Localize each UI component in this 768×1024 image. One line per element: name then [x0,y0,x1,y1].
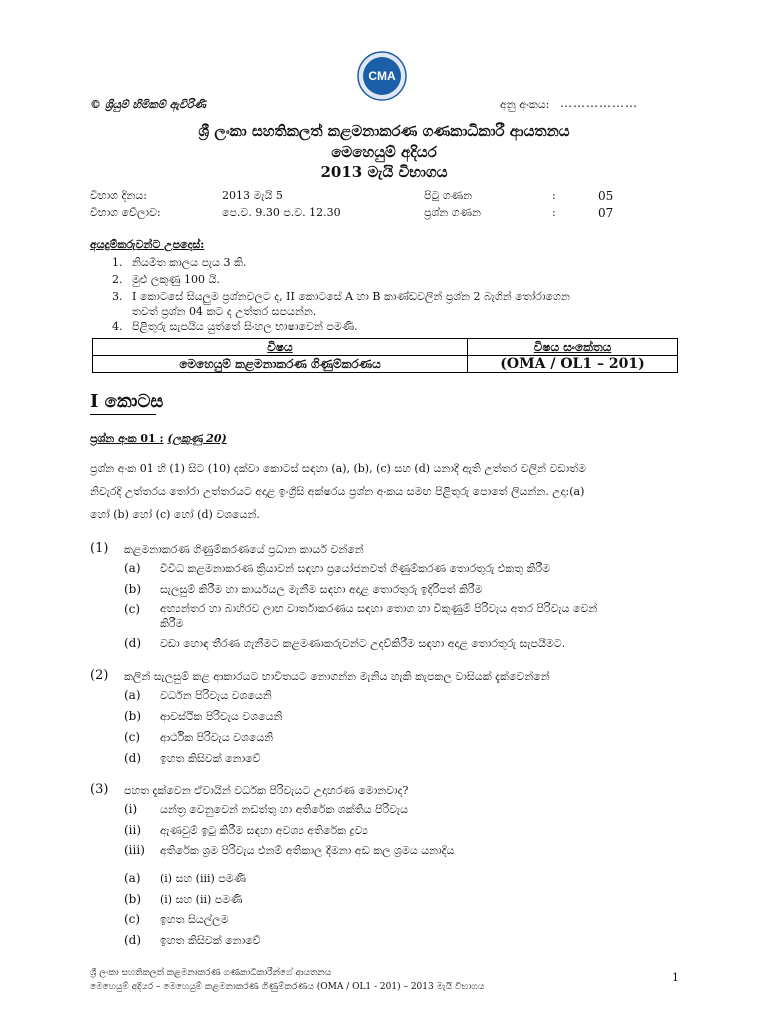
page-number: 1 [672,971,679,984]
mcq-option-label: (b) [124,709,142,723]
mcq-option-label: (b) [124,892,142,906]
mcq-option-label: (d) [124,751,142,765]
mcq-option-label: (a) [124,871,141,885]
mcq-option-text-continued: කිරීම [160,617,184,630]
logo-text: CMA [368,69,396,83]
instruction-text: I කොටසේ සියලුම ප්‍රශ්නවලට ද, II කොටසේ A හා B කාණ්ඩවලින් ප්‍රශ්න 2 බැගින් තෝරාගෙන [132,290,570,303]
subject-code: (OMA / OL1 – 201) [468,356,678,373]
instruction-text: මුළු ලකුණු 100 යි. [132,273,220,286]
section-title: I කොටස [90,391,164,412]
instruction-number: 1. [112,256,123,269]
mcq-subitem-label: (iii) [124,843,145,857]
instructions-title: අයදුම්කරුවන්ට උපදෙස්: [90,238,205,251]
mcq-option-text: ආවස්ථික පිරිවැය වශයෙනි [160,710,283,723]
mcq-option-label: (b) [124,582,142,596]
instruction-text: නියමිත කාලය පැය 3 කි. [132,256,247,269]
questions-label: ප්‍රශ්න ගණන [424,206,481,219]
instruction-text-continued: තවත් ප්‍රශ්න 04 කට ද උත්තර සපයන්න. [132,305,317,318]
cma-logo [356,50,408,102]
mcq-option-text: (i) සහ (ii) පමණි [160,893,243,906]
subject-name: මෙහෙයුම් කළමනාකරණ ගිණුම්කරණය [93,356,468,373]
mcq-option-text: වඩා හොඳ තීරණ ගැනීමට කළමණාකරුවන්ට උදව්කිරීම සඳහා අදාළ තොරතුරු සැපයීමට. [160,637,566,650]
index-number-blank: ……………… [560,96,638,110]
mcq-option-text: ඉහත කිසිවක් නොවේ [160,934,261,947]
exam-date-value: 2013 මැයි 5 [222,189,283,202]
question-number-label: ප්‍රශ්න අංක 01 : [90,432,164,445]
instruction-number: 2. [112,273,123,286]
mcq-subitem-text: අතිරේක ශ්‍රම පිරිවැය එනම් අතිකාල දීමනා අඩ කල ශ්‍රමය යනාදිය [160,844,455,857]
mcq-question: පහත දැක්වෙන ඒවායින් වර්ධක පිරිවැයට උදාහරණ මොනවාද? [124,784,409,797]
instruction-number: 3. [112,290,123,303]
question-heading [90,432,227,446]
cma-logo-graphic [356,50,408,102]
footer-institute: ශ්‍රී ලංකා සහතිකලත් කළමනාකරණ ගණකාධිකාරීන්ගේ ආයතනය [90,968,332,978]
instruction-text: පිළිතුරු සැපයිය යුත්තේ සිංහල භාෂාවෙන් පමණි. [132,320,358,333]
mcq-option-text: ඉහත කිසිවක් නොවේ [160,752,261,765]
institute-title: ශ්‍රී ලංකා සහතිකලත් කළමනාකරණ ගණකාධිකාරී ආයතනය [198,122,570,140]
index-number-label: අනු අංකය: [500,98,550,111]
pages-colon: : [552,189,556,202]
mcq-number: (2) [90,668,109,683]
pages-value: 05 [598,189,614,203]
mcq-option-text: වර්ධන පිරිවැය වශයෙනි [160,689,272,702]
mcq-option-text: ආර්ථික පිරිවැය වශයෙනි [160,731,274,744]
question-intro-line: හෝ (b) හෝ (c) හෝ (d) වශයෙන්. [90,508,260,521]
mcq-option-text: ඉහත සියල්ලම [160,913,229,926]
mcq-option-label: (c) [124,730,141,744]
mcq-subitem-text: ඇණවුම් ඉටු කිරීම සඳහා අවශ්‍ය අතිරේක ද්‍රව්‍ය [160,824,368,837]
section-title-underline [90,414,156,415]
question-marks: (ලකුණු 20) [167,432,227,445]
exam-date-label: විභාග දිනය: [90,189,147,202]
mcq-option-text: (i) සහ (iii) පමණි [160,872,247,885]
exam-time-value: පෙ.ව. 9.30 ප.ව. 12.30 [222,206,341,219]
mcq-option-text: අභ්‍යන්තර හා බාහිරව ලාභ වාර්තාකරණය සඳහා තොග හා විකුණුම් පිරිවැය අතර පිරිවැය වෙන් [160,602,598,615]
mcq-option-label: (d) [124,933,142,947]
stage-title: මෙහෙයුම් අදියර [331,143,437,161]
pages-label: පිටු ගණන [424,189,473,202]
mcq-option-label: (a) [124,688,141,702]
instruction-number: 4. [112,320,123,333]
exam-title: 2013 මැයි විභාගය [320,163,448,181]
questions-colon: : [552,206,556,219]
mcq-option-label: (c) [124,602,141,616]
mcq-option-label: (a) [124,561,141,575]
question-intro-line: නිවැරදි උත්තරය තෝරා උත්තරයට අදාළ ඉංග්‍රීසි අක්ෂරය ප්‍රශ්න අංකය සමඟ පිළිතුරු පොතේ ලියන්න. උදා:(a) [90,485,585,498]
subject-table [92,338,678,373]
subject-code-header: විෂය සංකේතය [468,339,678,356]
mcq-question: කලින් සැලසුම් කළ ආකාරයට භාවිතයට නොගන්න මැනිය හැකි කැපකල වාසියක් දැක්වෙන්නේ [124,670,550,683]
mcq-subitem-text: යන්ත්‍ර වෙනුවෙන් නඩත්තු හා අතිරේක ශක්තිය පිරිවැය [160,803,409,816]
mcq-option-label: (d) [124,636,142,650]
footer-exam-details: මෙහෙයුම් අදියර – මෙහෙයුම් කළමනාකරණ ගිණුම්කරණය (OMA / OL1 - 201) – 2013 මැයි විභාගය [90,982,485,992]
questions-value: 07 [598,206,614,220]
mcq-subitem-label: (i) [124,802,138,816]
exam-time-label: විභාග වේලාව: [90,206,161,219]
mcq-option-text: සැලසුම් කිරීම හා කාර්යයල මැනීම සඳහා අදාළ තොරතුරු ඉදිරිපත් කිරීම [160,583,483,596]
subject-header: විෂය [93,339,468,356]
copyright-notice: © ශ්‍රියුම් හිමිකම් ඇවිරිණි [90,98,207,111]
mcq-option-label: (c) [124,912,141,926]
mcq-number: (1) [90,541,109,556]
mcq-question: කළමනාකරණ ගිණුම්කරණයේ ප්‍රධාන කාර්ය වන්නේ [124,543,364,556]
mcq-option-text: විවිධ කළමනාකරණ ක්‍රියාවන් සඳහා ප්‍රයෝජනවත් ගිණුම්කරණ තොරතුරු එකතු කිරීම [160,562,551,575]
mcq-number: (3) [90,782,109,797]
question-intro-line: ප්‍රශ්න අංක 01 හි (1) සිට (10) දක්වා කොටස් සඳහා (a), (b), (c) සහ (d) යනාදී ඇති උත්තර වලින් වඩාත්ම [90,462,586,475]
mcq-subitem-label: (ii) [124,823,142,837]
